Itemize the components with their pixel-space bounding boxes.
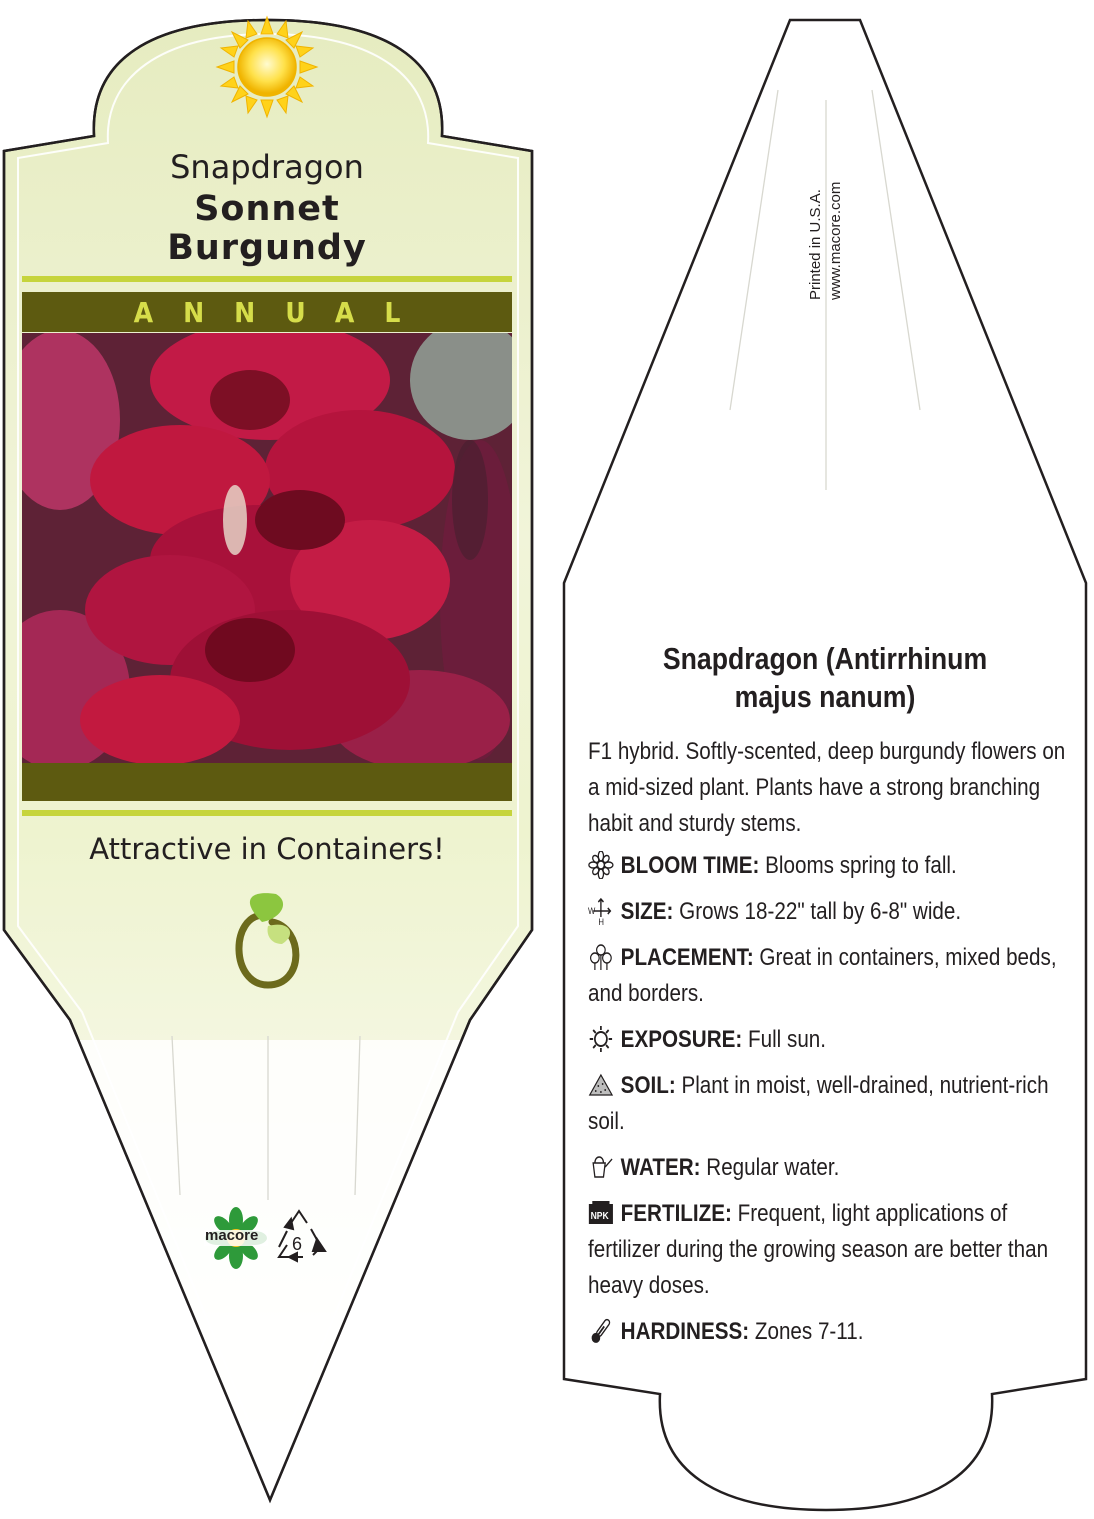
attr-label: FERTILIZE: [620,1200,732,1227]
attr-value: Plant in moist, well-drained, nutrient-rich soil. [588,1072,1049,1135]
cultivar-name-line1: Sonnet [194,189,340,229]
thermometer-icon [588,1317,614,1345]
attr-soil [588,1068,1065,1140]
printed-in: Printed in U.S.A. [807,189,824,300]
attr-value: Frequent, light applications of fertilizer during the growing season are better than heavy doses. [588,1200,1049,1299]
soil-icon [588,1071,614,1099]
common-name: Snapdragon [170,148,364,186]
attr-label: WATER: [620,1154,701,1181]
brand-name: macore [205,1227,259,1244]
attr-value: Great in containers, mixed beds, and borders. [588,944,1057,1007]
attr-value: Blooms spring to fall. [765,852,957,879]
attr-size [588,894,1065,930]
cultivar-name-line2: Burgundy [167,228,367,268]
description: F1 hybrid. Softly-scented, deep burgundy flowers on a mid-sized plant. Plants have a strong branching habit and sturdy stems. [588,738,1066,837]
svg-text:W: W [588,905,596,917]
npk-icon [588,1199,614,1227]
attr-hardiness [588,1314,1065,1350]
svg-text:H: H [598,916,604,925]
attr-value: Zones 7-11. [754,1318,864,1345]
attr-water [588,1150,1065,1186]
bloom-icon [588,851,614,879]
botanical-title: Snapdragon (Antirrhinum majus nanum) [662,641,988,714]
flower-photo [0,320,530,770]
watering-can-icon [588,1153,614,1181]
attr-label: SOIL: [620,1072,676,1099]
website: www.macore.com [827,181,844,300]
attr-label: PLACEMENT: [620,944,754,971]
category-label: ANNUAL [133,296,431,329]
placement-icon [588,943,614,971]
attr-value: Full sun. [748,1026,827,1053]
recycle-code: 6 [292,1234,303,1254]
attr-bloom-time [588,848,1065,884]
sun-icon [217,17,317,117]
tagline: Attractive in Containers! [89,832,445,866]
svg-text:NPK: NPK [590,1210,609,1222]
attr-label: HARDINESS: [620,1318,750,1345]
attr-placement [588,940,1065,1012]
sun-icon [588,1025,614,1053]
attr-value: Regular water. [706,1154,840,1181]
attr-label: BLOOM TIME: [620,852,760,879]
attr-fertilize [588,1196,1065,1304]
attr-value: Grows 18-22" tall by 6-8" wide. [679,898,962,925]
attr-label: EXPOSURE: [620,1026,743,1053]
printed-info [806,60,848,300]
size-icon [588,897,614,925]
attr-exposure [588,1022,1065,1058]
attr-label: SIZE: [620,898,674,925]
